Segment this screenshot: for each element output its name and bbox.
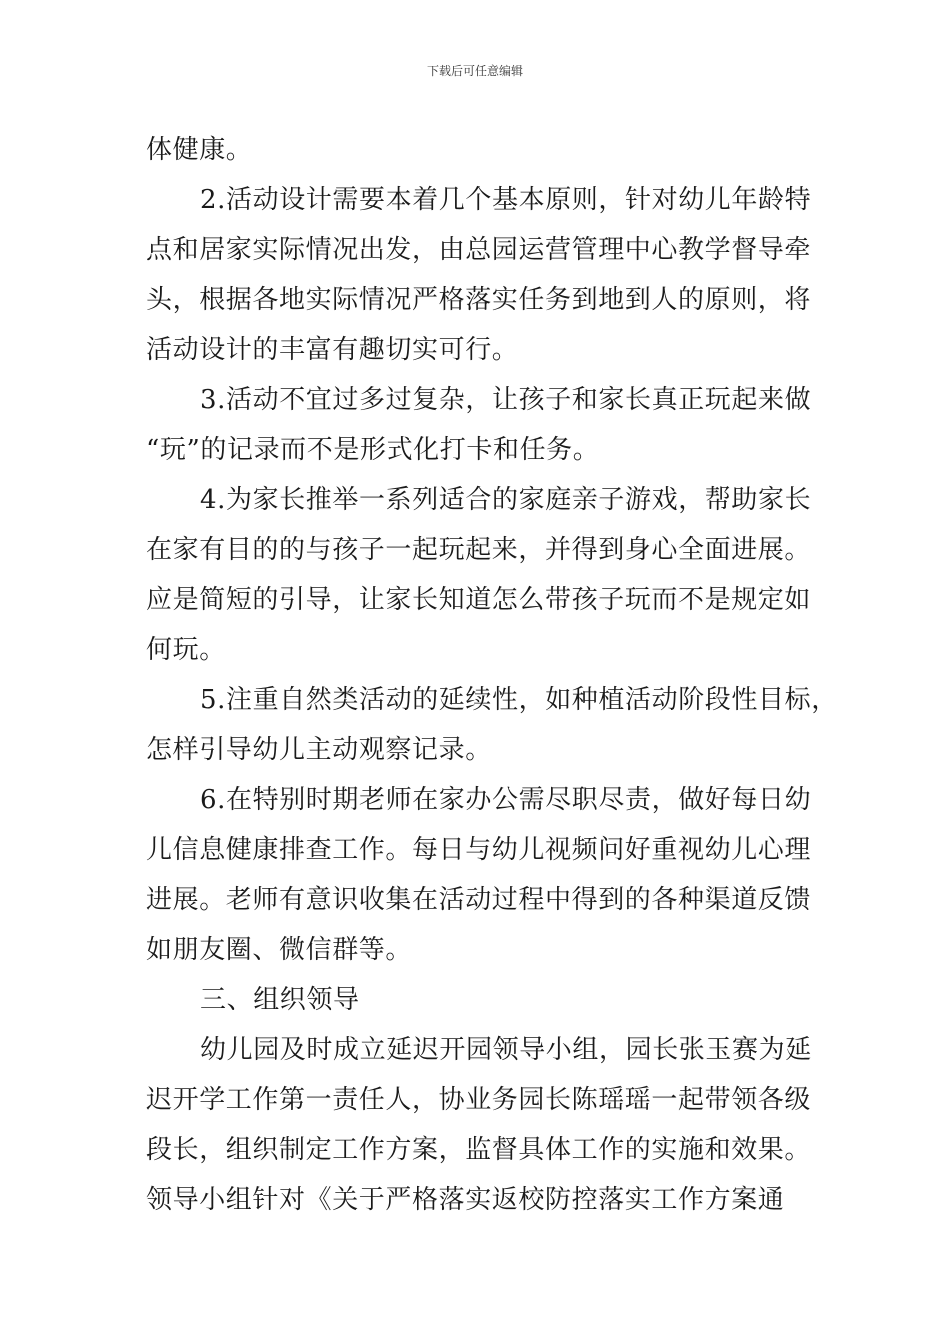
text-line: 进展。老师有意识收集在活动过程中得到的各种渠道反馈 xyxy=(146,885,812,915)
text-line: 头，根据各地实际情况严格落实任务到地到人的原则，将 xyxy=(146,285,812,315)
text-line: 2.活动设计需要本着几个基本原则，针对幼儿年龄特 xyxy=(200,185,812,215)
text-line: 幼儿园及时成立延迟开园领导小组，园长张玉赛为延 xyxy=(200,1035,812,1065)
text-line: 儿信息健康排查工作。每日与幼儿视频问好重视幼儿心理 xyxy=(146,835,812,865)
text-line: 5.注重自然类活动的延续性，如种植活动阶段性目标， xyxy=(200,685,838,715)
text-line: 如朋友圈、微信群等。 xyxy=(146,935,413,965)
section-heading: 三、组织领导 xyxy=(200,985,360,1015)
text-line: 活动设计的丰富有趣切实可行。 xyxy=(146,335,519,365)
text-line: 6.在特别时期老师在家办公需尽职尽责，做好每日幼 xyxy=(200,785,812,815)
text-line: 体健康。 xyxy=(146,135,253,165)
text-line: 点和居家实际情况出发，由总园运营管理中心教学督导牵 xyxy=(146,235,812,265)
document-body xyxy=(146,129,838,1229)
text-line: 何玩。 xyxy=(146,635,226,665)
text-line: 4.为家长推举一系列适合的家庭亲子游戏，帮助家长 xyxy=(200,485,812,515)
text-line: 3.活动不宜过多过复杂，让孩子和家长真正玩起来做 xyxy=(200,385,812,415)
text-line: 段长，组织制定工作方案，监督具体工作的实施和效果。 xyxy=(146,1135,812,1165)
text-line: 在家有目的的与孩子一起玩起来，并得到身心全面进展。 xyxy=(146,535,812,565)
text-line: “玩”的记录而不是形式化打卡和任务。 xyxy=(146,435,600,465)
text-line: 怎样引导幼儿主动观察记录。 xyxy=(146,735,492,765)
page-header-note: 下载后可任意编辑 xyxy=(426,64,523,78)
text-line: 领导小组针对《关于严格落实返校防控落实工作方案通 xyxy=(146,1185,785,1215)
text-line: 应是简短的引导，让家长知道怎么带孩子玩而不是规定如 xyxy=(146,585,812,615)
text-line: 迟开学工作第一责任人，协业务园长陈瑶瑶一起带领各级 xyxy=(146,1085,812,1115)
